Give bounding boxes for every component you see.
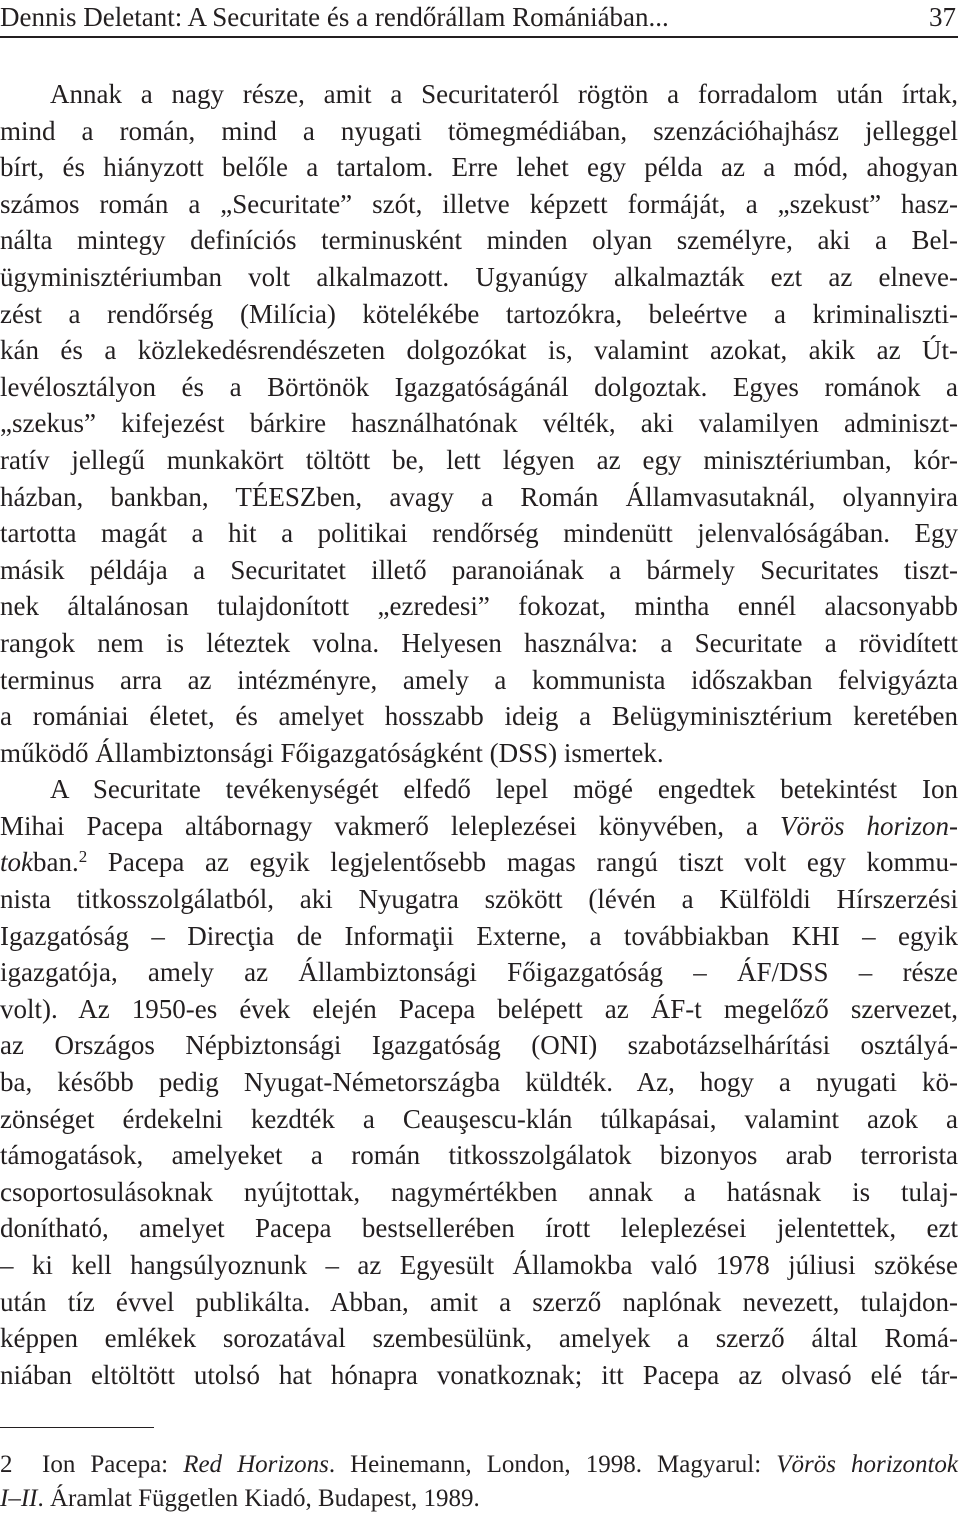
text-line: „szekus” kifejezést bárkire használhatónak vélték, aki valamilyen adminiszt-: [0, 408, 958, 439]
footnote-line: [0, 1482, 958, 1516]
body-text: [0, 76, 958, 1393]
text-line: után tíz évvel publikálta. Abban, amit a szerző naplónak nevezett, tulajdon-: [0, 1286, 958, 1317]
text-line: bírt, és hiányzott belőle a tartalom. Erre lehet egy példa az a mód, ahogyan: [0, 152, 958, 183]
text-line: niában eltöltött utolsó hat hónapra vonatkoznak; itt Pacepa az olvasó elé tár-: [0, 1359, 958, 1390]
text-line: [0, 808, 958, 845]
footnote-line: [0, 1448, 958, 1482]
book-title-italic: tok: [0, 847, 33, 878]
page-number: 37: [929, 2, 956, 32]
footnote-number: 2: [0, 1451, 13, 1478]
text-line: tartotta magát a hit a politikai rendőrség mindenütt jelenvalóságában. Egy: [0, 518, 958, 549]
footnote-italic: Red Horizons: [183, 1451, 329, 1478]
running-head: [0, 2, 958, 38]
text-line: levélosztályon és a Börtönök Igazgatóságánál dolgoztak. Egyes románok a: [0, 371, 958, 402]
text-line: csoportosulásoknak nyújtottak, nagymértékben annak a hatásnak is tulaj-: [0, 1176, 958, 1207]
text-line: volt). Az 1950-es évek elején Pacepa belépett az ÁF-t megelőző szervezet,: [0, 993, 958, 1024]
book-title-italic: Vörös horizon-: [779, 810, 958, 841]
footnote-text: . Heinemann, London, 1998. Magyarul:: [328, 1451, 777, 1478]
footnote-italic: Vörös horizontok: [776, 1451, 958, 1478]
text-line: nista titkosszolgálatból, aki Nyugatra szökött (lévén a Külföldi Hírszerzési: [0, 884, 958, 915]
text-line: házban, bankban, TÉESZben, avagy a Román Államvasutaknál, olyannyira: [0, 481, 958, 512]
text-line: az Országos Népbiztonsági Igazgatóság (ONI) szabotázselhárítási osztályá-: [0, 1030, 958, 1061]
text-line: működő Állambiztonsági Főigazgatóságként (DSS) ismertek.: [0, 737, 664, 768]
text-span: Pacepa az egyik legjelentősebb magas rangú tiszt volt egy kommu-: [87, 847, 958, 878]
text-line: ügyminisztériumban volt alkalmazott. Ugyanúgy alkalmazták ezt az elneve-: [0, 261, 958, 292]
footnote-separator: [0, 1427, 154, 1428]
text-line: igazgatója, amely az Állambiztonsági Főigazgatóság – ÁF/DSS – része: [0, 957, 958, 988]
text-line: képpen emlékek sorozatával szembesülünk, amelyek a szerző által Romá-: [0, 1323, 958, 1354]
footnotes: [0, 1448, 958, 1516]
text-line: ba, később pedig Nyugat-Németországba küldték. Az, hogy a nyugati kö-: [0, 1067, 958, 1098]
text-line: Igazgatóság – Direcţia de Informaţii Externe, a továbbiakban KHI – egyik: [0, 920, 958, 951]
running-head-title: Dennis Deletant: A Securitate és a rendőrállam Romániában...: [0, 2, 669, 32]
text-line: [0, 844, 958, 881]
text-line: – ki kell hangsúlyoznunk – az Egyesült Államokba való 1978 júliusi szökése: [0, 1250, 958, 1280]
text-line: zönséget érdekelni kezdték a Ceauşescu-klán túlkapásai, valamint azok a: [0, 1103, 958, 1134]
text-line: a romániai életet, és amelyet hosszabb ideig a Belügyminisztérium keretében: [0, 701, 958, 732]
text-line: Annak a nagy része, amit a Securitateról rögtön a forradalom után írtak,: [50, 79, 958, 109]
text-line: donítható, amelyet Pacepa bestsellerében írott leleplezései jelentettek, ezt: [0, 1213, 958, 1244]
text-line: terminus arra az intézményre, amely a kommunista időszakban felvigyázta: [0, 664, 958, 695]
text-line: másik példája a Securitatet illető paranoiának a bármely Securitates tiszt-: [0, 554, 958, 585]
text-line: rangok nem is léteztek volna. Helyesen használva: a Securitate a rövidített: [0, 627, 958, 658]
text-span: Mihai Pacepa altábornagy vakmerő leleplezései könyvében, a: [0, 810, 780, 841]
text-line: mind a román, mind a nyugati tömegmédiában, szenzációhajhász jelleggel: [0, 115, 958, 146]
text-line: A Securitate tevékenységét elfedő lepel mögé engedtek betekintést Ion: [50, 774, 958, 805]
text-span: ban.: [33, 847, 79, 878]
text-line: ratív jellegű munkakört töltött be, lett légyen az egy minisztériumban, kór-: [0, 444, 958, 475]
text-line: zést a rendőrség (Milícia) kötelékébe tartozókra, beleértve a kriminaliszti-: [0, 298, 958, 329]
text-line: számos román a „Securitate” szót, illetve képzett formáját, a „szekust” hasz-: [0, 188, 958, 219]
text-line: nek általánosan tulajdonított „ezredesi” fokozat, mintha ennél alacsonyabb: [0, 591, 958, 622]
footnote-italic: I–II: [0, 1485, 38, 1512]
text-line: kán és a közlekedésrendészeten dolgozókat is, valamint azokat, akik az Út-: [0, 335, 958, 366]
footnote-text: . Áramlat Független Kiadó, Budapest, 1989.: [37, 1485, 480, 1512]
text-line: nálta mintegy definíciós terminusként minden olyan személyre, aki a Bel-: [0, 225, 958, 256]
footnote-ref: 2: [78, 847, 88, 867]
text-line: támogatások, amelyeket a román titkosszolgálatok bizonyos arab terrorista: [0, 1140, 958, 1171]
footnote-text: Ion Pacepa:: [42, 1451, 184, 1478]
